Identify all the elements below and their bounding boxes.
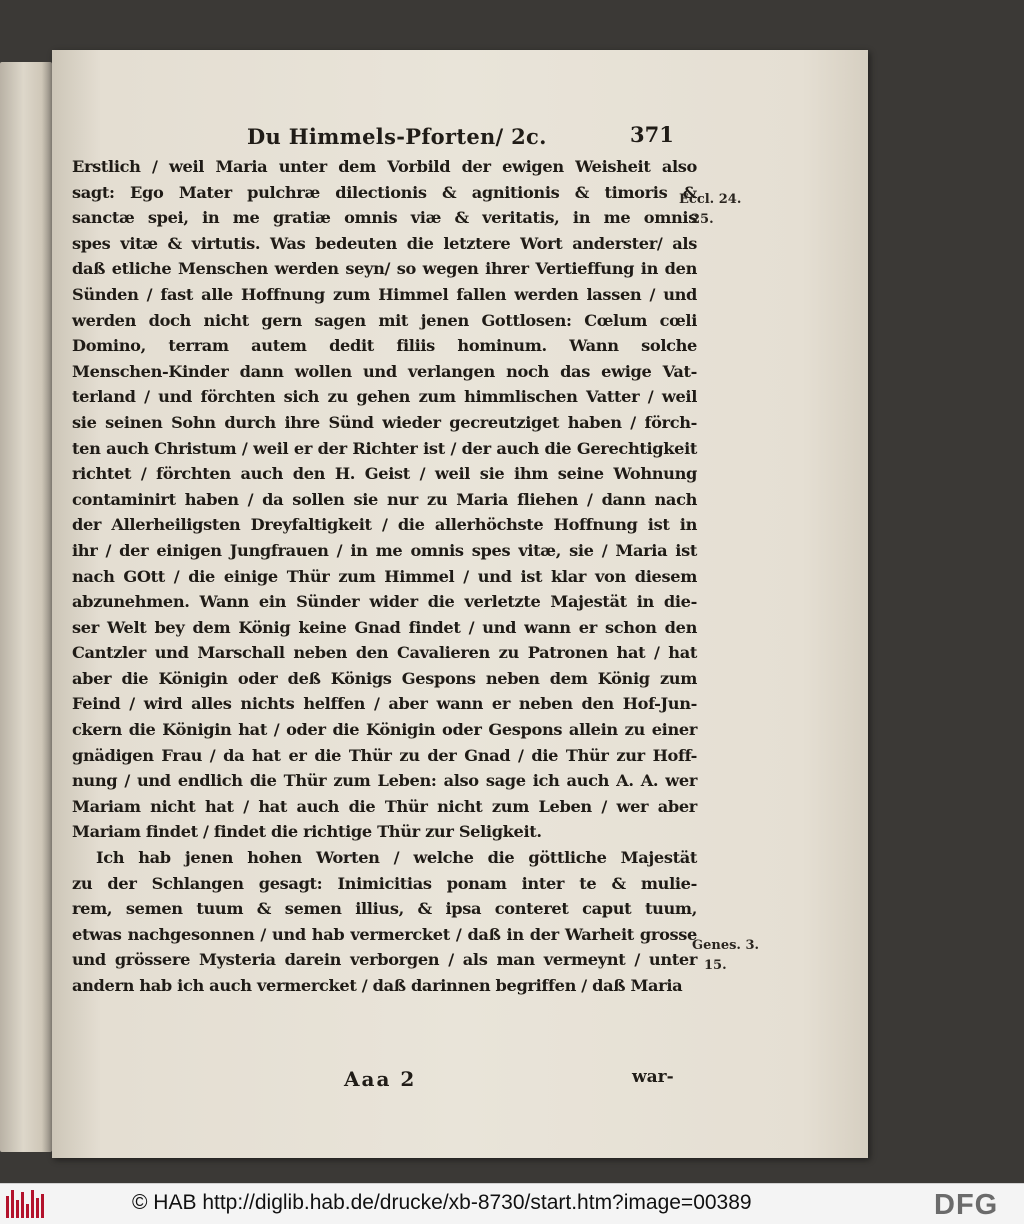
- signature-mark: Aaa 2: [344, 1067, 417, 1091]
- margin-note-genes: [692, 936, 759, 976]
- page-number: 371: [630, 122, 674, 147]
- catchword: war-: [632, 1067, 674, 1087]
- text-line: Mariam findet / findet die richtige Thür zur Seligkeit.: [72, 822, 542, 842]
- text-line: ckern die Königin hat / oder die Königin oder Gespons allein zu einer: [72, 720, 697, 740]
- text-line: Mariam nicht hat / hat auch die Thür nicht zum Leben / wer aber: [72, 796, 697, 816]
- text-line: Menschen-Kinder dann wollen und verlangen noch das ewige Vat-: [72, 361, 697, 381]
- text-line: Domino, terram autem dedit filiis hominum. Wann solche: [72, 336, 697, 356]
- text-line: spes vitæ & virtutis. Was bedeuten die letztere Wort anderster/ als: [72, 233, 697, 253]
- text-line: nung / und endlich die Thür zum Leben: also sage ich auch A. A. wer: [72, 771, 697, 791]
- text-line: abzunehmen. Wann ein Sünder wider die verletzte Majestät in die-: [72, 592, 697, 612]
- margin-note-line: Genes. 3.: [692, 938, 760, 953]
- margin-note-eccl: [679, 190, 741, 230]
- dfg-logo: DFG: [934, 1189, 999, 1221]
- text-line: der Allerheiligsten Dreyfaltigkeit / die allerhöchste Hoffnung ist in: [72, 515, 697, 535]
- copyright-link[interactable]: © HAB http://diglib.hab.de/drucke/xb-8730/start.htm?image=00389: [132, 1191, 752, 1214]
- text-line: zu der Schlangen gesagt: Inimicitias ponam inter te & mulie-: [72, 873, 697, 893]
- text-line: Feind / wird alles nichts helffen / aber wann er neben den Hof-Jun-: [72, 694, 697, 714]
- text-line: gnädigen Frau / da hat er die Thür zu der Gnad / die Thür zur Hoff-: [72, 745, 697, 765]
- running-head: Du Himmels-Pforten/ 2c.: [247, 124, 547, 149]
- margin-note-line: Eccl. 24.: [679, 192, 742, 207]
- text-line: andern hab ich auch vermercket / daß darinnen begriffen / daß Maria: [72, 976, 683, 995]
- text-line: Ich hab jenen hohen Worten / welche die göttliche Majestät: [96, 848, 697, 868]
- text-line: daß etliche Menschen werden seyn/ so wegen ihrer Vertieffung in den: [72, 259, 697, 279]
- text-line: Erstlich / weil Maria unter dem Vorbild der ewigen Weisheit also: [72, 157, 697, 176]
- body-text: [72, 154, 697, 999]
- text-line: ten auch Christum / weil er der Richter ist / der auch die Gerechtigkeit: [72, 438, 697, 458]
- text-line: richtet / förchten auch den H. Geist / weil sie ihm seine Wohnung: [72, 464, 697, 484]
- book-page: [52, 50, 868, 1158]
- text-line: rem, semen tuum & semen illius, & ipsa conteret caput tuum,: [72, 899, 697, 919]
- text-line: werden doch nicht gern sagen mit jenen Gottlosen: Cœlum cœli: [72, 310, 697, 330]
- text-line: ser Welt bey dem König keine Gnad findet / und wann er schon den: [72, 617, 697, 637]
- text-line: sie seinen Sohn durch ihre Sünd wieder gecreutziget haben / förch-: [72, 412, 697, 432]
- footer-bar: [0, 1183, 1024, 1224]
- text-line: Cantzler und Marschall neben den Cavalieren zu Patronen hat / hat: [72, 643, 697, 663]
- facing-page-edge: [0, 62, 52, 1152]
- margin-note-line: 15.: [704, 958, 727, 973]
- text-line: etwas nachgesonnen / und hab vermercket / daß in der Warheit grosse: [72, 924, 697, 944]
- text-line: sagt: Ego Mater pulchræ dilectionis & agnitionis & timoris &: [72, 182, 697, 202]
- text-line: terland / und förchten sich zu gehen zum himmlischen Vatter / weil: [72, 387, 697, 407]
- text-line: nach GOtt / die einige Thür zum Himmel / und ist klar von diesem: [72, 566, 697, 586]
- text-line: ihr / der einigen Jungfrauen / in me omnis spes vitæ, sie / Maria ist: [72, 540, 697, 560]
- hab-logo-icon: [6, 1190, 46, 1218]
- text-line: und grössere Mysteria darein verborgen / als man vermeynt / unter: [72, 950, 697, 970]
- text-line: contaminirt haben / da sollen sie nur zu Maria fliehen / dann nach: [72, 489, 697, 509]
- text-line: sanctæ spei, in me gratiæ omnis viæ & veritatis, in me omnis: [72, 208, 697, 228]
- text-line: aber die Königin oder deß Königs Gespons neben dem König zum: [72, 668, 697, 688]
- text-line: Sünden / fast alle Hoffnung zum Himmel fallen werden lassen / und: [72, 284, 697, 304]
- margin-note-line: 25.: [691, 212, 714, 227]
